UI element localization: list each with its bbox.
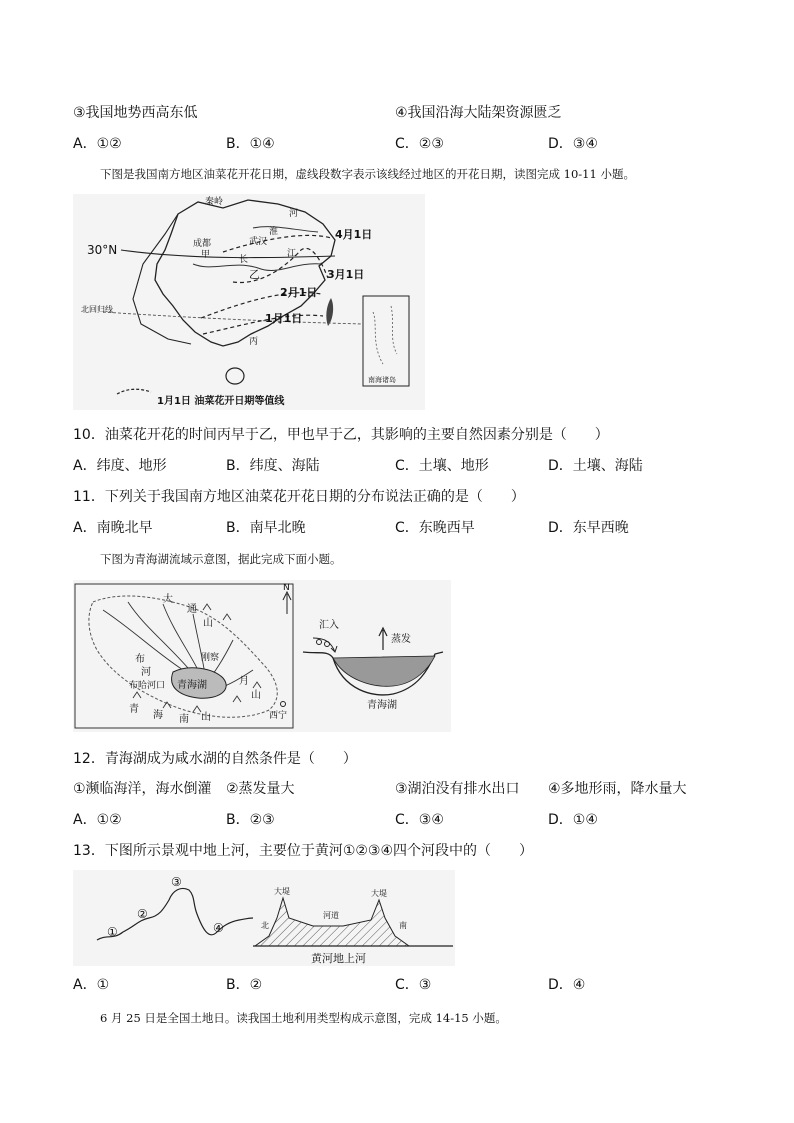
q12-statement-3: ③湖泊没有排水出口 xyxy=(395,781,520,797)
statement-3: ③我国地势西高东低 xyxy=(73,105,198,121)
label-dike-right: 大堤 xyxy=(371,889,387,898)
label-bu: 布 xyxy=(135,654,145,665)
isoline-label-apr1: 4月1日 xyxy=(335,228,373,241)
q12-statement-4: ④多地形雨，降水量大 xyxy=(548,781,687,797)
label-da: 大 xyxy=(163,594,173,605)
label-inflow: 汇入 xyxy=(319,620,339,631)
isoline-label-jan1: 1月1日 xyxy=(265,312,303,325)
label-hai: 海 xyxy=(153,710,163,721)
label-he: 河 xyxy=(289,209,299,219)
label-jia: 甲 xyxy=(201,250,211,260)
label-n4: ④ xyxy=(213,921,224,935)
q12-statement-2: ②蒸发量大 xyxy=(226,781,295,797)
north-arrow xyxy=(283,592,291,614)
q10-stem: 10．油菜花开花的时间丙早于乙，甲也早于乙，其影响的主要自然因素分别是（ ） xyxy=(73,427,609,443)
q12-statement-1: ①濒临海洋，海水倒灌 xyxy=(73,781,212,797)
label-lake: 青海湖 xyxy=(177,680,207,691)
label-north: 北 xyxy=(261,921,269,930)
label-north: N xyxy=(283,583,290,593)
label-buhahe: 布哈河口 xyxy=(129,681,166,691)
label-shan2: 山 xyxy=(251,690,261,701)
isoline-jan1 xyxy=(203,315,323,334)
label-dike-left: 大堤 xyxy=(274,887,290,896)
prev-option-c: C．②③ xyxy=(395,136,444,152)
q11-option-a: A．南晚北早 xyxy=(73,520,153,536)
prev-option-a: A．①② xyxy=(73,136,122,152)
inflow-arrow xyxy=(313,638,335,652)
label-nan: 南 xyxy=(179,714,189,725)
label-n2: ② xyxy=(137,907,148,921)
isoline-label-feb1: 2月1日 xyxy=(280,286,318,299)
intro-12: 下图为青海湖流域示意图，据此完成下面小题。 xyxy=(100,552,342,566)
label-xining: 西宁 xyxy=(269,711,288,721)
legend-line xyxy=(117,389,151,394)
prev-option-b: B．①④ xyxy=(226,136,275,152)
label-30n: 30°N xyxy=(87,243,118,257)
q11-stem: 11．下列关于我国南方地区油菜花开花日期的分布说法正确的是（ ） xyxy=(73,489,525,505)
label-he: 河 xyxy=(141,667,151,678)
q13-option-c: C．③ xyxy=(395,977,432,993)
taiwan-island xyxy=(326,298,333,326)
label-n3: ③ xyxy=(171,875,182,889)
label-shan: 山 xyxy=(203,618,213,629)
intro-10-11: 下图是我国南方地区油菜花开花日期，虚线段数字表示该线经过地区的开花日期，读图完成 10-11 小题。 xyxy=(100,167,635,181)
rapeseed-flowering-map xyxy=(73,194,425,410)
q12-option-c: C．③④ xyxy=(395,812,444,828)
q11-option-d: D．东早西晚 xyxy=(548,520,629,536)
label-tong: 通 xyxy=(187,604,197,615)
isoline-label-mar1: 3月1日 xyxy=(327,268,365,281)
q13-stem: 13．下图所示景观中地上河，主要位于黄河①②③④四个河段中的（ ） xyxy=(73,843,534,859)
label-gangcha: 刚察 xyxy=(201,653,220,663)
label-section-lake: 青海湖 xyxy=(367,700,397,711)
label-yi: 乙 xyxy=(249,268,260,281)
label-qing: 青 xyxy=(129,704,139,715)
label-channel: 河道 xyxy=(323,911,339,920)
label-tropic: 北回归线 xyxy=(81,305,113,314)
label-wuhan: 武汉 xyxy=(249,237,268,247)
label-chang: 长 xyxy=(239,255,249,265)
yellow-river-course xyxy=(97,888,253,940)
label-south-sea: 南海诸岛 xyxy=(368,376,396,384)
basin-boundary xyxy=(89,596,277,717)
statement-4: ④我国沿海大陆架资源匮乏 xyxy=(395,105,562,121)
inflow-eddy-2 xyxy=(325,642,330,647)
q13-option-a: A．① xyxy=(73,977,110,993)
q10-option-b: B．纬度、海陆 xyxy=(226,458,320,474)
q13-option-b: B．② xyxy=(226,977,263,993)
isoline-apr1 xyxy=(223,235,331,252)
q10-option-c: C．土壤、地形 xyxy=(395,458,489,474)
qinghai-lake-figure xyxy=(73,580,451,732)
xining-dot xyxy=(281,702,286,707)
intro-14-15: 6 月 25 日是全国土地日。读我国土地利用类型构成示意图，完成 14-15 小题。 xyxy=(100,1011,507,1025)
q12-stem: 12．青海湖成为咸水湖的自然条件是（ ） xyxy=(73,751,357,767)
prev-option-d: D．③④ xyxy=(548,136,598,152)
yellow-river-figure xyxy=(73,870,455,966)
label-chengdu: 成都 xyxy=(193,239,212,249)
q12-option-d: D．①④ xyxy=(548,812,598,828)
south-sea-inset xyxy=(363,296,409,386)
q13-option-d: D．④ xyxy=(548,977,586,993)
q11-option-b: B．南早北晚 xyxy=(226,520,306,536)
label-qinling: 秦岭 xyxy=(205,197,224,207)
q10-option-d: D．土壤、海陆 xyxy=(548,458,643,474)
q12-option-b: B．②③ xyxy=(226,812,275,828)
q10-option-a: A．纬度、地形 xyxy=(73,458,167,474)
dike-cross-section xyxy=(255,898,409,946)
label-huai: 淮 xyxy=(269,227,279,237)
huai-river xyxy=(253,227,318,232)
west-border xyxy=(133,214,191,344)
tropic-line xyxy=(103,312,363,324)
q11-option-c: C．东晚西早 xyxy=(395,520,475,536)
inflow-eddy-1 xyxy=(317,640,322,645)
evaporation-arrow xyxy=(379,628,387,650)
hainan-island xyxy=(226,368,244,384)
legend-text: 1月1日 油菜花开日期等值线 xyxy=(157,396,285,407)
figure-caption: 黄河地上河 xyxy=(311,952,366,965)
label-jiang: 江 xyxy=(287,249,297,259)
label-south: 南 xyxy=(399,921,407,930)
label-shan3: 山 xyxy=(201,712,211,723)
label-evaporation: 蒸发 xyxy=(391,634,411,645)
label-bing: 丙 xyxy=(249,337,259,347)
label-yue: 月 xyxy=(239,676,249,687)
q12-option-a: A．①② xyxy=(73,812,122,828)
label-n1: ① xyxy=(107,925,118,939)
